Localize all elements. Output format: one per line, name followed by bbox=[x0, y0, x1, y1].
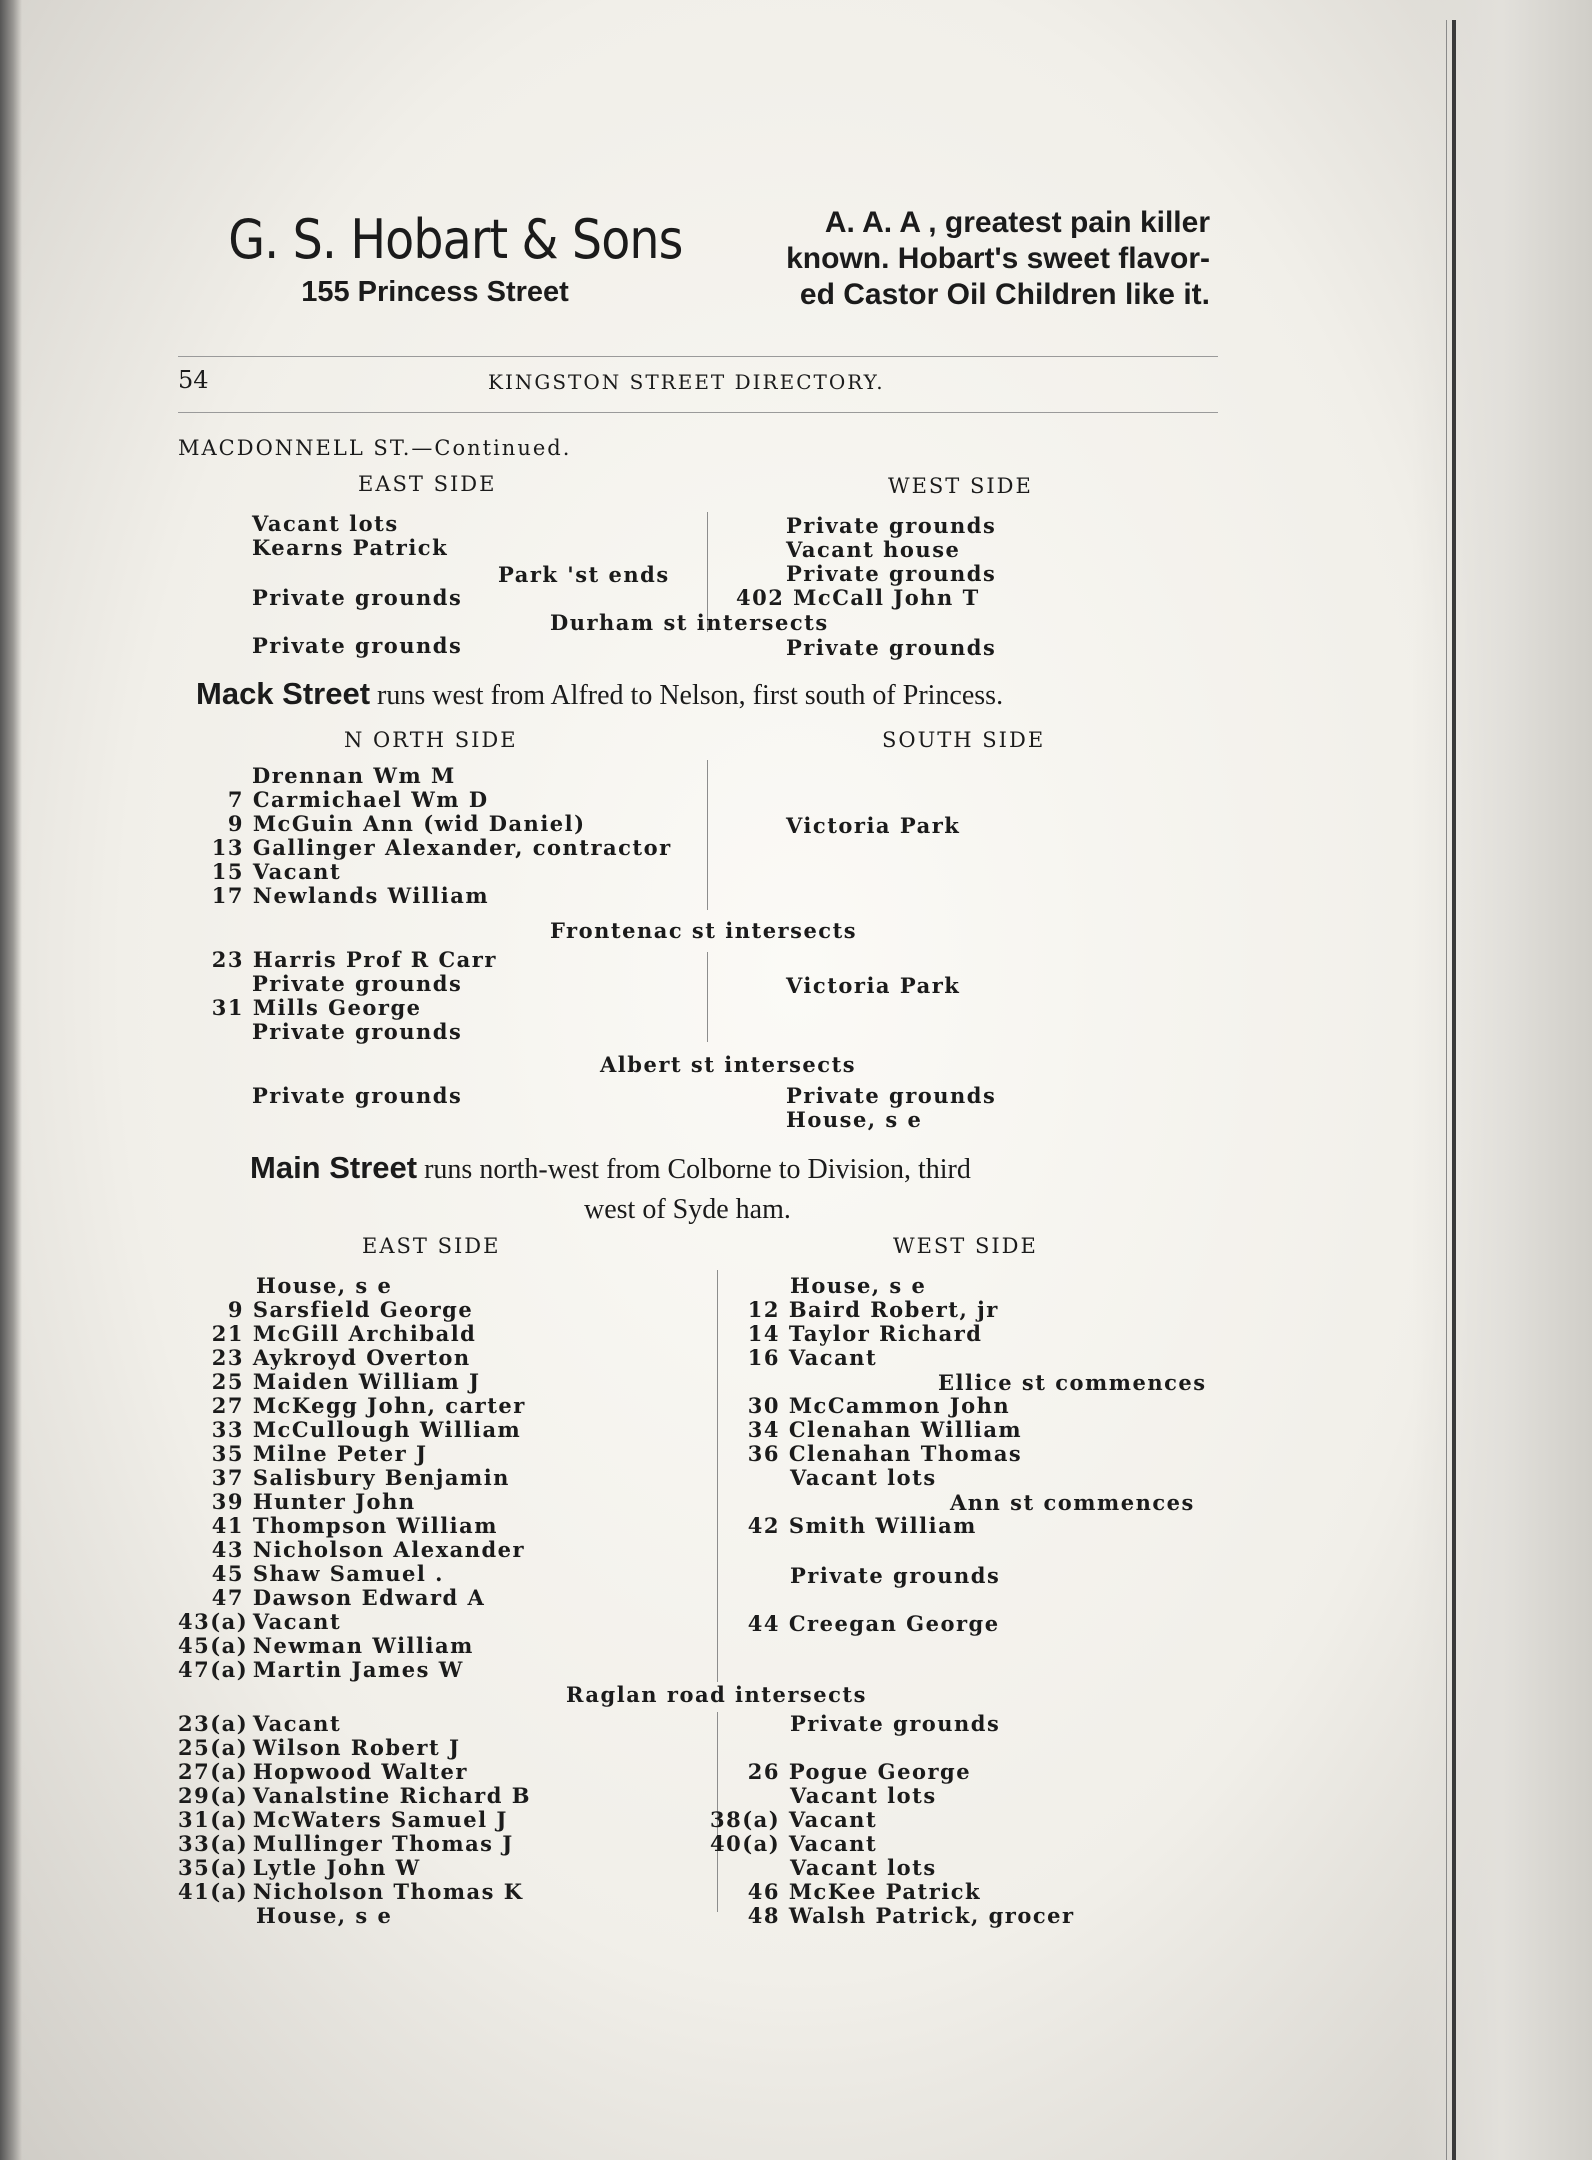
column-divider bbox=[707, 952, 708, 1042]
south-side-header: SOUTH SIDE bbox=[882, 728, 1046, 752]
resident-name: Smith William bbox=[788, 1513, 977, 1538]
intersection-note: Frontenac st intersects bbox=[550, 918, 858, 943]
street-heading-main bbox=[250, 1150, 971, 1186]
resident-name: Newman William bbox=[252, 1633, 474, 1658]
house-number: 30 bbox=[747, 1393, 780, 1418]
list-item bbox=[790, 1712, 1000, 1736]
list-item: Private grounds bbox=[786, 513, 997, 538]
house-number: 27 bbox=[211, 1393, 244, 1418]
list-item bbox=[178, 1538, 525, 1562]
house-number: 35(a) bbox=[178, 1855, 249, 1880]
list-item bbox=[178, 1298, 473, 1322]
house-number: 40(a) bbox=[710, 1831, 781, 1856]
list-item bbox=[178, 1370, 480, 1394]
house-number: 45 bbox=[211, 1561, 244, 1586]
house-number: 15 bbox=[211, 859, 244, 884]
section-title-macdonnell: MACDONNELL ST.—Continued. bbox=[178, 436, 572, 460]
list-item bbox=[178, 1808, 508, 1832]
resident-name: Baird Robert, jr bbox=[788, 1297, 999, 1322]
list-item bbox=[178, 1634, 474, 1658]
list-item: Private grounds bbox=[252, 585, 463, 610]
house-number: 7 bbox=[227, 787, 244, 812]
resident-name: Aykroyd Overton bbox=[252, 1345, 471, 1370]
house-number: 31 bbox=[211, 995, 244, 1020]
house-number: 42 bbox=[747, 1513, 780, 1538]
resident-name: Vacant bbox=[252, 859, 342, 884]
resident-name: Maiden William J bbox=[252, 1369, 481, 1394]
list-item bbox=[178, 1880, 524, 1904]
list-item bbox=[710, 1808, 877, 1832]
list-item bbox=[710, 1418, 1022, 1442]
house-number: 43 bbox=[211, 1537, 244, 1562]
advertisement-slogan bbox=[690, 205, 1210, 313]
resident-name: Vacant lots bbox=[790, 1783, 937, 1808]
resident-name: Martin James W bbox=[252, 1657, 464, 1682]
resident-name: House, s e bbox=[256, 1903, 393, 1928]
list-item: Private grounds bbox=[252, 633, 463, 658]
house-number: 9 bbox=[227, 1297, 244, 1322]
intersection-note: Durham st intersects bbox=[550, 610, 829, 635]
list-item bbox=[178, 1514, 498, 1538]
list-item: Private grounds bbox=[252, 1083, 463, 1108]
list-item bbox=[790, 1856, 937, 1880]
list-item: Private grounds bbox=[786, 1083, 997, 1108]
resident-name: Carmichael Wm D bbox=[252, 787, 489, 812]
list-item bbox=[178, 1832, 514, 1856]
scan-fold-shadow bbox=[1446, 20, 1447, 2160]
list-item: Victoria Park bbox=[786, 973, 961, 998]
house-number: 16 bbox=[747, 1345, 780, 1370]
list-item bbox=[178, 1658, 464, 1682]
list-item bbox=[208, 884, 489, 908]
page-number: 54 bbox=[178, 366, 209, 394]
resident-name: Vacant lots bbox=[790, 1855, 937, 1880]
resident-name: Mullinger Thomas J bbox=[252, 1831, 514, 1856]
resident-name: Clenahan William bbox=[788, 1417, 1023, 1442]
list-item bbox=[208, 996, 422, 1020]
street-description: runs north-west from Colborne to Division, third bbox=[424, 1154, 971, 1185]
resident-name: Vacant bbox=[788, 1345, 878, 1370]
resident-name: Gallinger Alexander, contractor bbox=[252, 835, 672, 860]
list-item bbox=[178, 1856, 421, 1880]
resident-name: McKegg John, carter bbox=[252, 1393, 526, 1418]
east-side-header: EAST SIDE bbox=[358, 472, 497, 496]
east-side-header: EAST SIDE bbox=[362, 1234, 501, 1258]
house-number: 9 bbox=[227, 811, 244, 836]
list-item bbox=[790, 1466, 937, 1490]
house-number: 33 bbox=[211, 1417, 244, 1442]
resident-name: Sarsfield George bbox=[252, 1297, 474, 1322]
house-number: 27(a) bbox=[178, 1759, 249, 1784]
list-item bbox=[178, 1712, 341, 1736]
head-rule-top bbox=[178, 356, 1218, 357]
resident-name: Private grounds bbox=[790, 1563, 1001, 1588]
list-item bbox=[710, 1514, 977, 1538]
advertisement-slogan-line: ed Castor Oil Children like it. bbox=[799, 278, 1210, 311]
west-side-header: WEST SIDE bbox=[888, 474, 1033, 498]
column-divider bbox=[707, 760, 708, 910]
list-item: Victoria Park bbox=[786, 813, 961, 838]
resident-name: Nicholson Alexander bbox=[252, 1537, 526, 1562]
list-item bbox=[178, 1760, 468, 1784]
house-number: 31(a) bbox=[178, 1807, 249, 1832]
resident-name: Shaw Samuel . bbox=[252, 1561, 444, 1586]
list-item bbox=[178, 1466, 510, 1490]
running-head-title: KINGSTON STREET DIRECTORY. bbox=[488, 370, 885, 394]
house-number: 402 bbox=[736, 585, 785, 610]
list-item: Private grounds bbox=[786, 561, 997, 586]
resident-name: House, s e bbox=[256, 1273, 393, 1298]
resident-name: Milne Peter J bbox=[252, 1441, 428, 1466]
house-number: 39 bbox=[211, 1489, 244, 1514]
list-item bbox=[736, 586, 980, 610]
list-item bbox=[178, 1394, 526, 1418]
list-item bbox=[710, 1346, 877, 1370]
list-item bbox=[178, 1562, 444, 1586]
house-number: 12 bbox=[747, 1297, 780, 1322]
resident-name: Dawson Edward A bbox=[252, 1585, 486, 1610]
house-number: 46 bbox=[747, 1879, 780, 1904]
list-item bbox=[710, 1612, 1000, 1636]
house-number: 29(a) bbox=[178, 1783, 249, 1808]
list-item bbox=[710, 1442, 1022, 1466]
west-side-header: WEST SIDE bbox=[893, 1234, 1038, 1258]
intersection-note: Raglan road intersects bbox=[566, 1682, 867, 1707]
intersection-note: Albert st intersects bbox=[600, 1052, 857, 1077]
house-number: 41 bbox=[211, 1513, 244, 1538]
list-item bbox=[178, 1322, 476, 1346]
advertisement-firm-name: G. S. Hobart & Sons bbox=[228, 208, 683, 271]
list-item: Vacant house bbox=[786, 537, 961, 562]
resident-name: Salisbury Benjamin bbox=[252, 1465, 510, 1490]
house-number: 13 bbox=[211, 835, 244, 860]
list-item bbox=[710, 1832, 877, 1856]
house-number: 25(a) bbox=[178, 1735, 249, 1760]
list-item: Vacant lots bbox=[252, 511, 399, 536]
list-item bbox=[790, 1564, 1000, 1588]
list-item bbox=[178, 1490, 416, 1514]
list-item bbox=[790, 1274, 926, 1298]
house-number: 36 bbox=[747, 1441, 780, 1466]
resident-name: Vacant lots bbox=[790, 1465, 937, 1490]
list-item bbox=[178, 1418, 521, 1442]
house-number: 33(a) bbox=[178, 1831, 249, 1856]
house-number: 26 bbox=[747, 1759, 780, 1784]
resident-name: Creegan George bbox=[788, 1611, 1000, 1636]
resident-name: House, s e bbox=[790, 1273, 927, 1298]
resident-name: Newlands William bbox=[252, 883, 490, 908]
list-item bbox=[710, 1394, 1010, 1418]
resident-name: Vacant bbox=[788, 1831, 878, 1856]
list-item: Private grounds bbox=[252, 1019, 463, 1044]
street-heading-mack bbox=[196, 676, 1003, 712]
intersection-note: Ellice st commences bbox=[938, 1370, 1207, 1395]
resident-name: Hunter John bbox=[252, 1489, 416, 1514]
list-item bbox=[208, 860, 341, 884]
running-head bbox=[178, 366, 1078, 402]
advertisement-firm-block bbox=[200, 208, 683, 309]
resident-name: Taylor Richard bbox=[788, 1321, 983, 1346]
resident-name: McCammon John bbox=[788, 1393, 1011, 1418]
list-item bbox=[208, 948, 497, 972]
head-rule-bottom bbox=[178, 412, 1218, 413]
house-number: 23(a) bbox=[178, 1711, 249, 1736]
list-item bbox=[208, 836, 672, 860]
scan-right-edge bbox=[1412, 0, 1592, 2160]
resident-name: Vanalstine Richard B bbox=[252, 1783, 531, 1808]
house-number: 23 bbox=[211, 1345, 244, 1370]
list-item bbox=[256, 1274, 392, 1298]
scan-left-edge bbox=[0, 0, 22, 2160]
advertisement-address: 155 Princess Street bbox=[301, 276, 569, 308]
list-item bbox=[178, 1610, 341, 1634]
advertisement-slogan-line: known. Hobart's sweet flavor- bbox=[786, 242, 1210, 275]
street-description: runs west from Alfred to Nelson, first south of Princess. bbox=[377, 680, 1004, 711]
list-item bbox=[710, 1298, 999, 1322]
resident-name: Nicholson Thomas K bbox=[252, 1879, 524, 1904]
resident-name: McGuin Ann (wid Daniel) bbox=[252, 811, 586, 836]
list-item bbox=[790, 1784, 937, 1808]
advertisement-slogan-line: A. A. A , greatest pain killer bbox=[824, 206, 1210, 239]
list-item bbox=[178, 1784, 531, 1808]
list-item bbox=[208, 812, 586, 836]
list-item bbox=[178, 1442, 427, 1466]
house-number: 37 bbox=[211, 1465, 244, 1490]
house-number: 45(a) bbox=[178, 1633, 249, 1658]
resident-name: Lytle John W bbox=[252, 1855, 421, 1880]
list-item: House, s e bbox=[786, 1107, 923, 1132]
resident-name: Mills George bbox=[252, 995, 422, 1020]
resident-name: McKee Patrick bbox=[788, 1879, 982, 1904]
street-name: Mack Street bbox=[196, 676, 371, 711]
house-number: 43(a) bbox=[178, 1609, 249, 1634]
list-item bbox=[256, 1904, 392, 1928]
scan-fold-line bbox=[1452, 20, 1456, 2160]
resident-name: Wilson Robert J bbox=[252, 1735, 461, 1760]
list-item: Drennan Wm M bbox=[252, 763, 456, 788]
resident-name: Hopwood Walter bbox=[252, 1759, 468, 1784]
house-number: 14 bbox=[747, 1321, 780, 1346]
list-item bbox=[710, 1760, 971, 1784]
list-item: Private grounds bbox=[252, 971, 463, 996]
house-number: 41(a) bbox=[178, 1879, 249, 1904]
house-number: 38(a) bbox=[710, 1807, 781, 1832]
intersection-note: Ann st commences bbox=[950, 1490, 1195, 1515]
list-item: Private grounds bbox=[786, 635, 997, 660]
house-number: 47 bbox=[211, 1585, 244, 1610]
list-item bbox=[710, 1880, 981, 1904]
list-item bbox=[178, 1346, 471, 1370]
resident-name: Private grounds bbox=[790, 1711, 1001, 1736]
street-description-continued: west of Syde ham. bbox=[584, 1194, 791, 1225]
list-item bbox=[178, 1736, 460, 1760]
intersection-note: Park 'st ends bbox=[498, 562, 670, 587]
resident-name: McGill Archibald bbox=[252, 1321, 477, 1346]
house-number: 17 bbox=[211, 883, 244, 908]
house-number: 34 bbox=[747, 1417, 780, 1442]
list-item bbox=[178, 1586, 485, 1610]
list-item: Kearns Patrick bbox=[252, 535, 449, 560]
resident-name: Pogue George bbox=[788, 1759, 972, 1784]
house-number: 23 bbox=[211, 947, 244, 972]
house-number: 35 bbox=[211, 1441, 244, 1466]
list-item bbox=[710, 1322, 982, 1346]
resident-name: Vacant bbox=[252, 1711, 342, 1736]
resident-name: McCullough William bbox=[252, 1417, 522, 1442]
list-item bbox=[710, 1904, 1075, 1928]
resident-name: McCall John T bbox=[793, 585, 980, 610]
resident-name: Vacant bbox=[252, 1609, 342, 1634]
house-number: 25 bbox=[211, 1369, 244, 1394]
resident-name: Walsh Patrick, grocer bbox=[788, 1903, 1075, 1928]
resident-name: Thompson William bbox=[252, 1513, 498, 1538]
list-item bbox=[208, 788, 489, 812]
street-name: Main Street bbox=[250, 1150, 418, 1185]
resident-name: Clenahan Thomas bbox=[788, 1441, 1023, 1466]
house-number: 21 bbox=[211, 1321, 244, 1346]
resident-name: Harris Prof R Carr bbox=[252, 947, 497, 972]
resident-name: Vacant bbox=[788, 1807, 878, 1832]
house-number: 48 bbox=[747, 1903, 780, 1928]
north-side-header: N ORTH SIDE bbox=[344, 728, 518, 752]
resident-name: McWaters Samuel J bbox=[252, 1807, 508, 1832]
house-number: 44 bbox=[747, 1611, 780, 1636]
house-number: 47(a) bbox=[178, 1657, 249, 1682]
